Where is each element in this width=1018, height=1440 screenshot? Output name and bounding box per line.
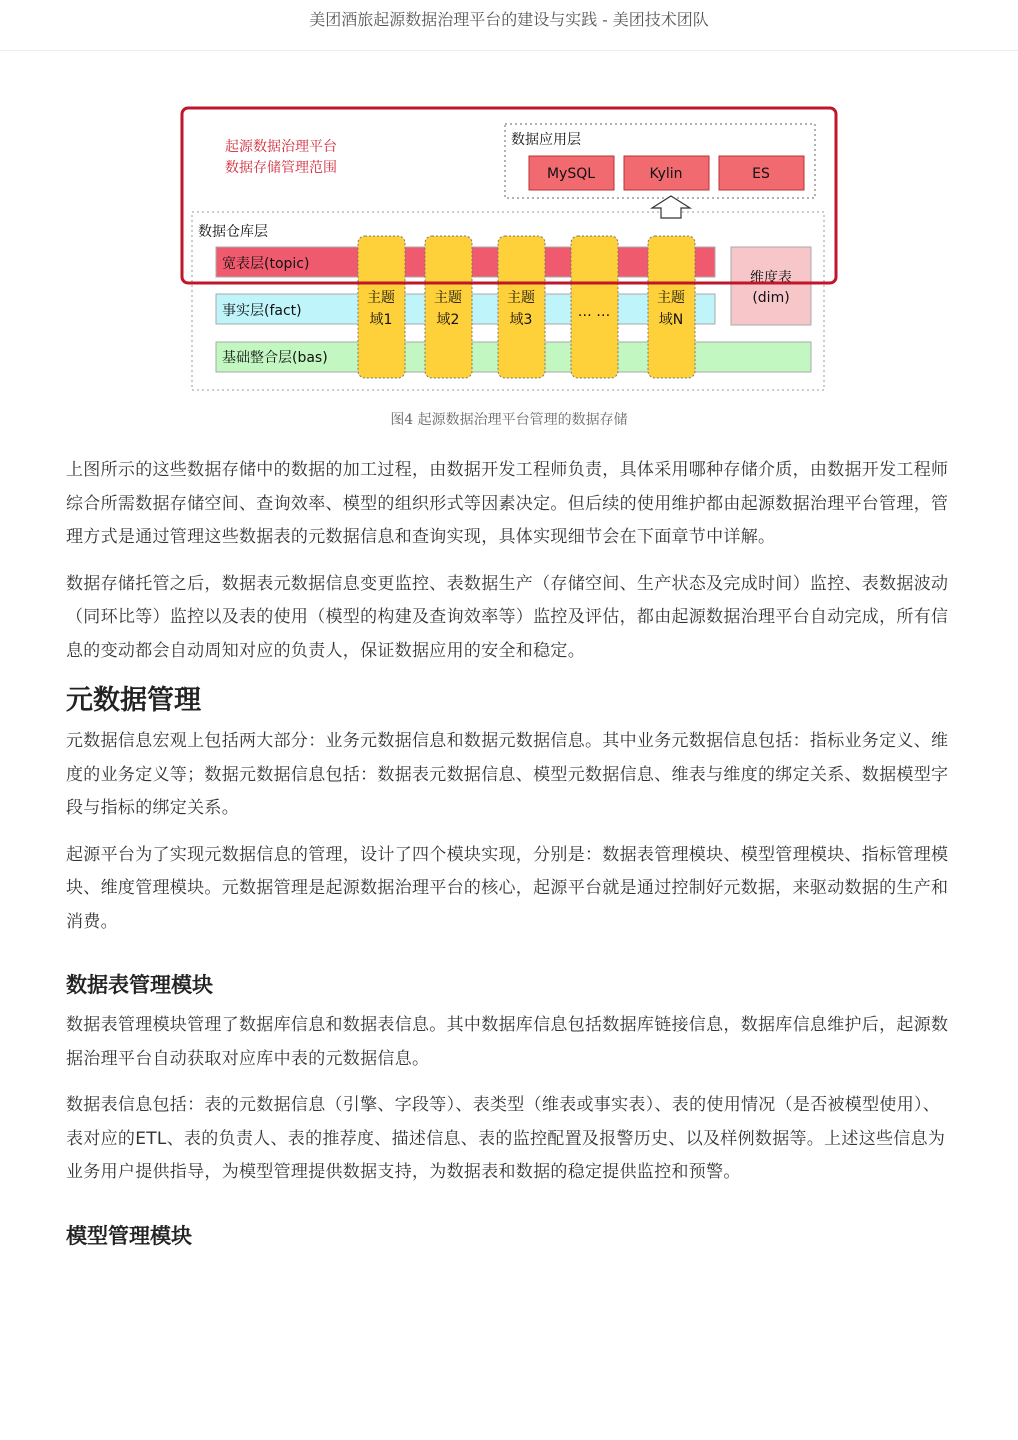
domain-3-line1: 主题 xyxy=(507,290,535,306)
layer-bas-label: 基础整合层(bas) xyxy=(222,350,328,366)
warehouse-label: 数据仓库层 xyxy=(198,224,268,240)
domain-ellipsis-line1: … … xyxy=(577,304,611,320)
paragraph: 数据存储托管之后，数据表元数据信息变更监控、表数据生产（存储空间、生产状态及完成时间）监控、表数据波动（同环比等）监控以及表的使用（模型的构建及查询效率等）监控及评估，都由起源数据治理平台自动完成，所有信息的变动都会自动周知对应的负责人，保证数据应用的安全和稳定。 xyxy=(66,573,949,661)
up-arrow-icon xyxy=(652,196,690,218)
paragraph: 元数据信息宏观上包括两大部分：业务元数据信息和数据元数据信息。其中业务元数据信息包括：指标业务定义、维度的业务定义等；数据元数据信息包括：数据表元数据信息、模型元数据信息、维表与维度的绑定关系、数据模型字段与指标的绑定关系。 xyxy=(66,731,949,818)
section-heading-metadata: 元数据管理 xyxy=(66,685,201,716)
page-header: 美团酒旅起源数据治理平台的建设与实践 - 美团技术团队 xyxy=(0,0,1018,51)
layer-topic-label: 宽表层(topic) xyxy=(222,256,310,272)
domain-2-line1: 主题 xyxy=(434,290,462,306)
storage-diagram-svg xyxy=(180,104,840,400)
figure-caption: 图4 起源数据治理平台管理的数据存储 xyxy=(390,412,628,428)
paragraph: 起源平台为了实现元数据信息的管理，设计了四个模块实现，分别是：数据表管理模块、模型管理模块、指标管理模块、维度管理模块。元数据管理是起源数据治理平台的核心，起源平台就是通过控制好元数据，来驱动数据的生产和消费。 xyxy=(66,844,949,932)
domain-2-line2: 域2 xyxy=(436,312,460,328)
dim-table-label-1: 维度表 xyxy=(750,270,792,286)
paragraph: 数据表管理模块管理了数据库信息和数据表信息。其中数据库信息包括数据库链接信息，数据库信息维护后，起源数据治理平台自动获取对应库中表的元数据信息。 xyxy=(66,1015,949,1069)
app-item-mysql-label: MySQL xyxy=(546,166,596,182)
storage-diagram xyxy=(180,104,840,400)
domain-1-line2: 域1 xyxy=(369,312,393,328)
article-body xyxy=(66,454,952,1260)
app-item-kylin-label: Kylin xyxy=(649,166,683,182)
paragraph: 上图所示的这些数据存储中的数据的加工过程，由数据开发工程师负责，具体采用哪种存储介质，由数据开发工程师综合所需数据存储空间、查询效率、模型的组织形式等因素决定。但后续的使用维护都由起源数据治理平台管理，管理方式是通过管理这些数据表的元数据信息和查询实现，具体实现细节会在下面章节中详解。 xyxy=(66,460,949,547)
domain-n-line2: 域N xyxy=(658,312,684,328)
dim-table-box xyxy=(731,247,811,325)
subsection-heading-model: 模型管理模块 xyxy=(66,1223,192,1248)
domain-1-line1: 主题 xyxy=(367,290,395,306)
scope-label-1: 起源数据治理平台 xyxy=(225,139,337,155)
subsection-heading-table: 数据表管理模块 xyxy=(66,973,213,997)
app-layer-label: 数据应用层 xyxy=(511,132,581,148)
domain-column-3 xyxy=(498,236,545,378)
domain-column-1 xyxy=(358,236,405,378)
domain-3-line2: 域3 xyxy=(509,312,533,328)
scope-label-2: 数据存储管理范围 xyxy=(225,160,337,176)
dim-table-label-2: (dim) xyxy=(752,290,790,306)
app-item-es-label: ES xyxy=(752,166,770,182)
domain-column-n xyxy=(648,236,695,378)
domain-column-ellipsis xyxy=(571,236,618,378)
domain-n-line1: 主题 xyxy=(657,290,685,306)
domain-column-2 xyxy=(425,236,472,378)
paragraph: 数据表信息包括：表的元数据信息（引擎、字段等）、表类型（维表或事实表）、表的使用情况（是否被模型使用）、表对应的ETL、表的负责人、表的推荐度、描述信息、表的监控配置及报警历史、以及样例数据等。上述这些信息为业务用户提供指导，为模型管理提供数据支持，为数据表和数据的稳定提供监控和预警。 xyxy=(66,1095,946,1182)
layer-fact-label: 事实层(fact) xyxy=(222,303,302,319)
